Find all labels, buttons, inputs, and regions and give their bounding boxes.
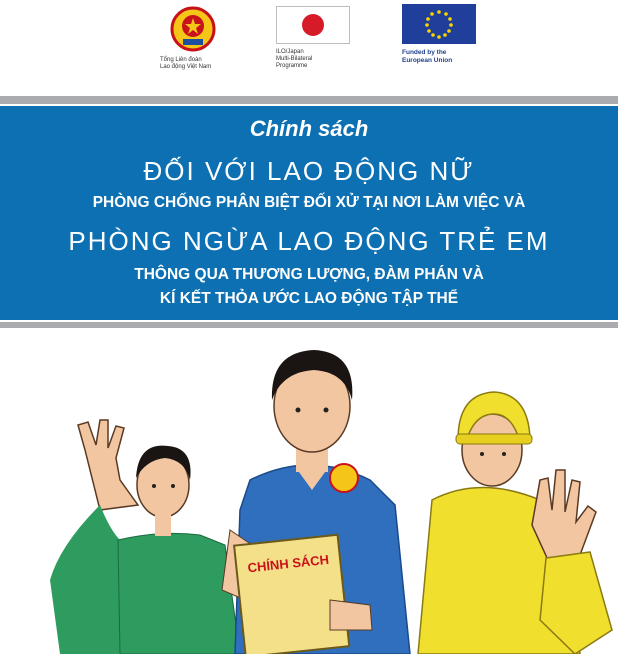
ilo-caption-line3: Programme <box>276 63 308 69</box>
vgcl-caption-line2: Lao động Việt Nam <box>160 64 212 70</box>
ilo-caption-line2: Multi-Bilateral <box>276 56 313 62</box>
vgcl-logo <box>160 6 230 71</box>
man-figure <box>222 350 410 654</box>
title-line-child-labour: PHÒNG NGỪA LAO ĐỘNG TRẺ EM <box>68 226 550 256</box>
logo-bar <box>0 0 618 92</box>
child-figure <box>50 420 240 654</box>
vgcl-emblem-icon <box>170 6 216 52</box>
policy-folder <box>234 535 349 654</box>
eu-caption-line1: Funded by the <box>402 49 447 56</box>
japan-flag-icon <box>276 6 350 44</box>
workers-illustration <box>0 330 618 654</box>
bottom-separator <box>0 322 618 328</box>
woman-figure <box>418 392 612 654</box>
eu-flag-icon <box>402 4 476 44</box>
title-line-policy: Chính sách <box>249 116 369 141</box>
top-separator <box>0 96 618 104</box>
eu-caption-line2: European Union <box>402 56 453 64</box>
folder-label: CHÍNH SÁCH <box>246 551 330 576</box>
ilo-japan-logo <box>276 6 356 70</box>
title-line-female-workers: ĐỐI VỚI LAO ĐỘNG NỮ <box>143 156 475 186</box>
eu-logo <box>402 4 482 64</box>
title-line-agreement: KÍ KẾT THỎA ƯỚC LAO ĐỘNG TẬP THỂ <box>159 290 459 307</box>
title-banner <box>0 106 618 320</box>
cover-illustration <box>0 330 618 654</box>
title-line-negotiation: THÔNG QUA THƯƠNG LƯỢNG, ĐÀM PHÁN VÀ <box>134 266 484 283</box>
vgcl-caption-line1: Tổng Liên đoàn <box>160 57 202 63</box>
ilo-caption-line1: ILO/Japan <box>276 49 304 55</box>
title-line-discrimination: PHÒNG CHỐNG PHÂN BIỆT ĐỐI XỬ TẠI NƠI LÀM VIỆC VÀ <box>92 194 526 211</box>
